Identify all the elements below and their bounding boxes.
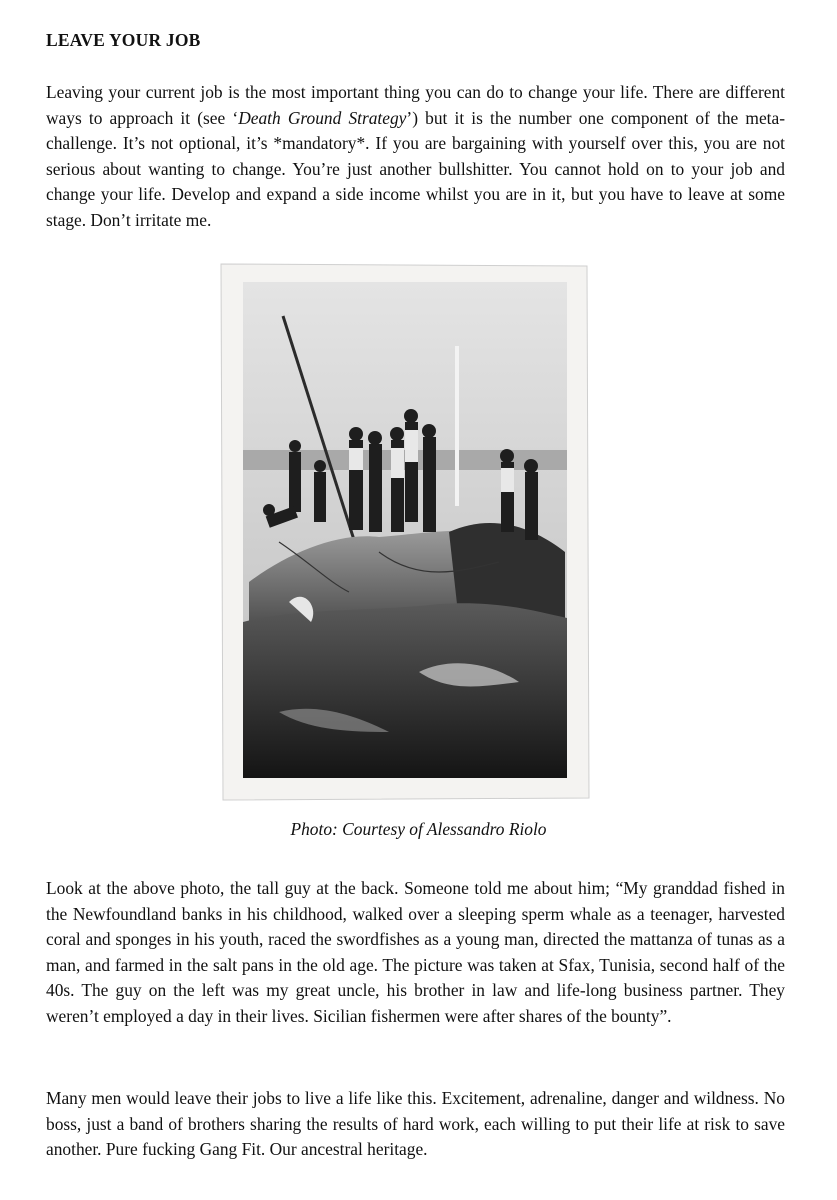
closing-paragraph: Many men would leave their jobs to live a life like this. Excitement, adrenaline, danger and wildness. No boss, just a band of brothers sharing the results of hard work, each willing to put their life at risk to save another. Pure fucking Gang Fit. Our ancestral heritage. bbox=[46, 1088, 785, 1160]
grandfather-story-paragraph: Look at the above photo, the tall guy at the back. Someone told me about him; “My granddad fished in the Newfoundland banks in his childhood, walked over a sleeping sperm whale as a teenager, harvested coral and sponges in his youth, raced the swordfishes as a young man, directed the mattanza of tunas as a man, and farmed in the salt pans in the old age. The picture was taken at Sfax, Tunisia, second half of the 40s. The guy on the left was my great uncle, his brother in law and life-long business partner. They weren’t employed a day in their lives. Sicilian fishermen were after shares of the bounty”. bbox=[46, 878, 785, 1026]
intro-text-before: Leaving your current job is the most important thing you can do to change your life. There are different ways to approach it (see ‘ bbox=[46, 82, 785, 128]
photo-caption: Photo: Courtesy of Alessandro Riolo bbox=[290, 819, 547, 839]
intro-text-after: ’) but it is the number one component of the meta-challenge. It’s not optional, it’s *mandatory*. If you are bargaining with yourself over this, you are not serious about wanting to change. You’re just another bullshitter. You cannot hold on to your job and change your life. Develop and expand a side income whilst you are in it, but you have to leave at some stage. Don’t irritate me. bbox=[46, 107, 785, 230]
death-ground-strategy-reference: Death Ground Strategy bbox=[238, 107, 407, 128]
page-content bbox=[46, 28, 785, 234]
intro-paragraph bbox=[46, 80, 785, 234]
page-title: LEAVE YOUR JOB bbox=[46, 30, 201, 50]
fishermen-photo bbox=[219, 262, 591, 802]
